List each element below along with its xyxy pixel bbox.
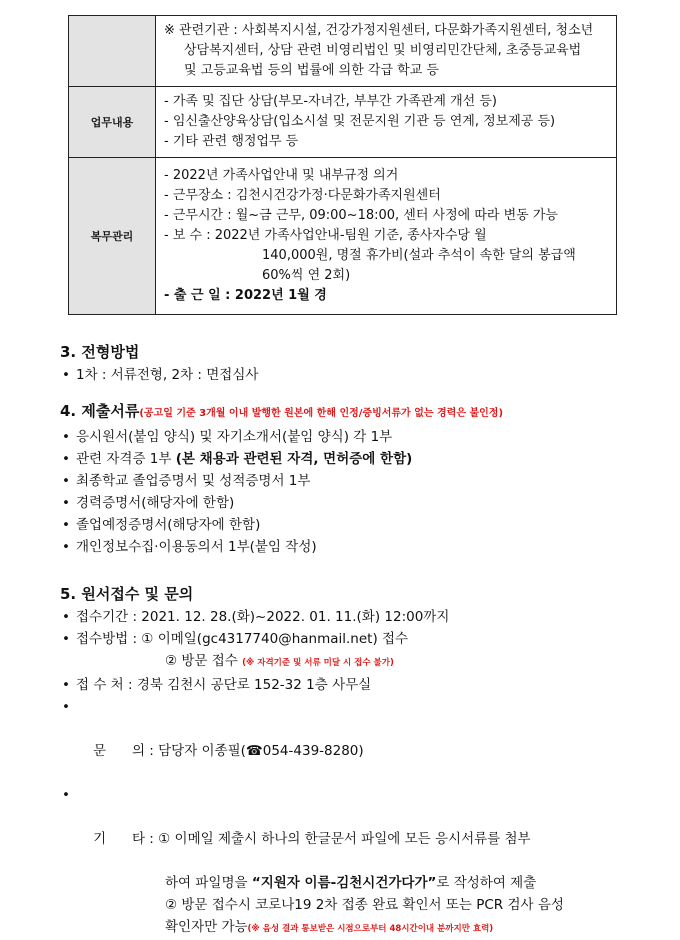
text-line: - 근무시간 : 월~금 근무, 09:00~18:00, 센터 사정에 따라 변동 가능	[164, 208, 558, 223]
list-item: • 경력증명서(해당자에 한함)	[60, 492, 640, 514]
list-item: • 개인정보수집·이용동의서 1부(붙임 작성)	[60, 536, 640, 558]
section-title: 5. 원서접수 및 문의	[60, 585, 194, 603]
bullet: •	[62, 367, 70, 383]
text-line: - 임신출산양육상담(입소시설 및 전문지원 기관 등 연계, 정보제공 등)	[164, 114, 556, 129]
bullet: •	[62, 495, 70, 511]
job-info-table	[68, 15, 617, 315]
service-cell	[156, 158, 617, 315]
etc-note: (※ 음성 결과 통보받은 시점으로부터 48시간이내 분까지만 효력)	[247, 924, 494, 934]
section-application	[60, 582, 640, 940]
list-item: • 접 수 처 : 경북 김천시 공단로 152-32 1층 사무실	[60, 674, 640, 696]
bullet: •	[62, 539, 70, 555]
duties-cell	[156, 87, 617, 158]
list-item: • 졸업예정증명서(해당자에 한함)	[60, 514, 640, 536]
table-row	[69, 16, 617, 87]
text-line: - 2022년 가족사업안내 및 내부규정 의거	[164, 168, 399, 183]
bullet: •	[62, 787, 70, 803]
text-line: 60%씩 연 2회)	[262, 268, 351, 283]
row-header-empty	[69, 16, 156, 87]
bullet: •	[62, 677, 70, 693]
table-row	[69, 158, 617, 315]
method-note: (※ 자격기준 및 서류 미달 시 접수 불가)	[242, 658, 394, 668]
documents-note: (공고일 기준 3개월 이내 발행한 원본에 한해 인정/증빙서류가 없는 경력은 불인정)	[139, 408, 504, 419]
list-item-continuation: ② 방문 접수 (※ 자격기준 및 서류 미달 시 접수 불가)	[165, 653, 394, 669]
text-line: - 보 수 : 2022년 가족사업안내-팀원 기준, 종사자수당 월	[164, 228, 487, 243]
bullet: •	[62, 631, 70, 647]
bullet: •	[62, 699, 70, 715]
list-item: • 접수기간 : 2021. 12. 28.(화)~2022. 01. 11.(화) 12:00까지	[60, 606, 640, 628]
bullet: •	[62, 473, 70, 489]
text-line: 상담복지센터, 상담 관련 비영리법인 및 비영리민간단체, 초중등교육법	[184, 43, 582, 58]
table-row	[69, 87, 617, 158]
list-item: • 관련 자격증 1부 (본 채용과 관련된 자격, 면허증에 한함)	[60, 448, 640, 470]
section-documents	[60, 399, 640, 558]
related-agencies-cell	[156, 16, 617, 87]
text-line: - 가족 및 집단 상담(부모-자녀간, 부부간 가족관계 개선 등)	[164, 94, 497, 109]
list-item-continuation: 확인자만 가능(※ 음성 결과 통보받은 시점으로부터 48시간이내 분까지만 효력)	[165, 919, 494, 935]
list-item: • 최종학교 졸업증명서 및 성적증명서 1부	[60, 470, 640, 492]
row-header-service: 복무관리	[69, 158, 156, 315]
text-line: - 출 근 일 : 2022년 1월 경	[164, 288, 327, 303]
text-line: 140,000원, 명절 휴가비(설과 추석이 속한 달의 봉급액	[262, 248, 576, 263]
section-title: 4. 제출서류(공고일 기준 3개월 이내 발행한 원본에 한해 인정/증빙서류가 없는 경력은 불인정)	[60, 402, 504, 420]
list-item: • 접수방법 : ① 이메일(gc4317740@hanmail.net) 접수	[60, 628, 640, 650]
list-item: • 1차 : 서류전형, 2차 : 면접심사	[60, 364, 640, 386]
bullet: •	[62, 517, 70, 533]
row-header-duties: 업무내용	[69, 87, 156, 158]
list-item-continuation: 하여 파일명을 “지원자 이름-김천시건가다가”로 작성하여 제출	[165, 875, 537, 891]
list-item-continuation: ② 방문 접수시 코로나19 2차 접종 완료 확인서 또는 PCR 검사 음성	[165, 897, 564, 913]
bullet: •	[62, 451, 70, 467]
text-line: ※ 관련기관 : 사회복지시설, 건강가정지원센터, 다문화가족지원센터, 청소년	[164, 23, 594, 38]
list-item: • 문 의 : 담당자 이종필(☎054-439-8280)	[60, 696, 640, 784]
text-line: - 기타 관련 행정업무 등	[164, 134, 299, 149]
text-line: - 근무장소 : 김천시건강가정·다문화가족지원센터	[164, 188, 441, 203]
list-item: • 기 타 : ① 이메일 제출시 하나의 한글문서 파일에 모든 응시서류를 첨부	[60, 784, 640, 872]
section-selection	[60, 340, 640, 386]
bullet: •	[62, 429, 70, 445]
bullet: •	[62, 609, 70, 625]
section-title: 3. 전형방법	[60, 343, 140, 361]
list-item: • 응시원서(붙임 양식) 및 자기소개서(붙임 양식) 각 1부	[60, 426, 640, 448]
text-line: 및 고등교육법 등의 법률에 의한 각급 학교 등	[184, 63, 439, 78]
